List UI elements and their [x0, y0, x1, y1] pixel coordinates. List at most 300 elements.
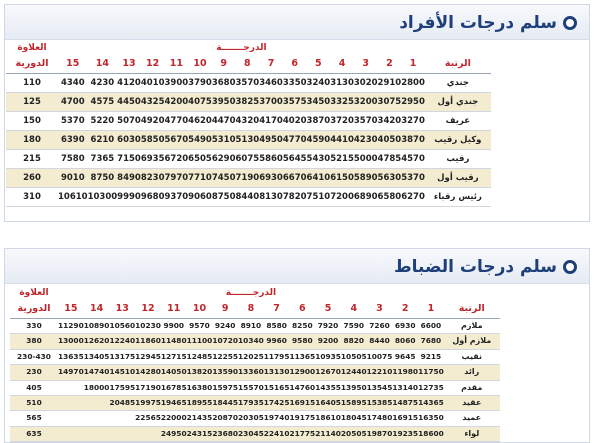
- salary-cell: 4200: [165, 93, 189, 112]
- salary-cell: 5215: [330, 150, 354, 169]
- soldiers-grade-number: 5: [307, 55, 331, 74]
- soldiers-grade-number: 12: [141, 55, 165, 74]
- salary-cell: 11480: [161, 334, 187, 349]
- salary-cell: 12945: [135, 349, 161, 364]
- salary-cell: 11980: [392, 365, 418, 380]
- salary-cell: 9010: [58, 169, 88, 188]
- salary-cell: 3325: [330, 93, 354, 112]
- salary-cell: 10560: [109, 319, 135, 334]
- salary-cell: 9370: [165, 188, 189, 207]
- salary-cell: 24950: [161, 426, 187, 441]
- officers-grade-number: 14: [84, 300, 110, 319]
- salary-cell: 3350: [283, 74, 307, 93]
- soldiers-title: سلم درجات الأفراد: [399, 13, 557, 33]
- allowance-cell: 150: [6, 112, 58, 131]
- salary-cell: 3870: [307, 112, 331, 131]
- salary-cell: 7200: [330, 188, 354, 207]
- officers-grade-number: 1: [418, 300, 444, 319]
- salary-cell: [58, 396, 84, 411]
- salary-cell: 3790: [188, 74, 212, 93]
- salary-cell: [109, 426, 135, 441]
- salary-cell: 9240: [212, 319, 238, 334]
- table-row: [10, 334, 500, 349]
- salary-cell: 8820: [341, 334, 367, 349]
- salary-cell: 4340: [58, 74, 88, 93]
- salary-cell: 14355: [315, 380, 341, 395]
- salary-cell: 4785: [378, 150, 402, 169]
- rank-cell: عقيد: [444, 396, 500, 411]
- ring-bullet-icon: [563, 260, 577, 274]
- salary-cell: 10610: [58, 188, 88, 207]
- salary-cell: 4590: [307, 131, 331, 150]
- salary-cell: 6150: [330, 169, 354, 188]
- salary-cell: 8230: [141, 169, 165, 188]
- salary-cell: 13360: [238, 365, 264, 380]
- salary-cell: 5070: [117, 112, 141, 131]
- salary-cell: 5850: [141, 131, 165, 150]
- salary-cell: 3825: [236, 93, 260, 112]
- salary-cell: 17425: [264, 396, 290, 411]
- salary-cell: 13950: [341, 380, 367, 395]
- salary-cell: 3020: [354, 74, 378, 93]
- salary-cell: 17480: [367, 411, 393, 426]
- salary-cell: 11290: [58, 319, 84, 334]
- officers-grade-number: 12: [135, 300, 161, 319]
- salary-cell: 6075: [236, 150, 260, 169]
- salary-cell: 3075: [378, 93, 402, 112]
- salary-cell: 4410: [330, 131, 354, 150]
- salary-cell: 6930: [259, 169, 283, 188]
- salary-cell: 12025: [238, 349, 264, 364]
- salary-cell: 3450: [307, 93, 331, 112]
- rank-cell: رقيب: [425, 150, 491, 169]
- salary-cell: 10300: [88, 188, 118, 207]
- salary-cell: 18445: [212, 396, 238, 411]
- salary-cell: 3240: [307, 74, 331, 93]
- salary-cell: 14970: [58, 365, 84, 380]
- salary-cell: 6270: [401, 188, 425, 207]
- soldiers-grade-number: 2: [378, 55, 402, 74]
- salary-cell: [84, 411, 110, 426]
- salary-cell: 20870: [212, 411, 238, 426]
- salary-cell: 12485: [187, 349, 213, 364]
- rank-cell: نقيب: [444, 349, 500, 364]
- allowance-cell: 230-430: [10, 349, 58, 364]
- salary-cell: 22000: [161, 411, 187, 426]
- salary-cell: 16350: [418, 411, 444, 426]
- salary-cell: 4050: [378, 131, 402, 150]
- salary-cell: 4950: [259, 131, 283, 150]
- salary-cell: 15570: [238, 380, 264, 395]
- salary-cell: 4325: [141, 93, 165, 112]
- allowance-cell: 125: [6, 93, 58, 112]
- salary-cell: [84, 426, 110, 441]
- salary-cell: 15385: [367, 396, 393, 411]
- soldiers-allowance-header-1: العلاوة: [17, 43, 47, 53]
- salary-cell: 14760: [289, 380, 315, 395]
- salary-cell: 7580: [58, 150, 88, 169]
- salary-cell: 3950: [212, 93, 236, 112]
- salary-cell: 4075: [188, 93, 212, 112]
- allowance-cell: 110: [6, 74, 58, 93]
- salary-cell: 6410: [307, 169, 331, 188]
- salary-cell: 6600: [418, 319, 444, 334]
- allowance-cell: 310: [6, 188, 58, 207]
- allowance-cell: 260: [6, 169, 58, 188]
- officers-grade-number: 5: [315, 300, 341, 319]
- table-row: [10, 380, 500, 395]
- salary-cell: 4700: [58, 93, 88, 112]
- table-row: [6, 112, 491, 131]
- salary-cell: 4010: [141, 74, 165, 93]
- salary-cell: 8750: [88, 169, 118, 188]
- officers-grade-number: 11: [161, 300, 187, 319]
- salary-cell: 13405: [84, 349, 110, 364]
- salary-cell: 8440: [367, 334, 393, 349]
- salary-cell: 5890: [354, 169, 378, 188]
- officers-title: سلم درجات الضباط: [394, 257, 557, 277]
- salary-cell: 13130: [264, 365, 290, 380]
- salary-cell: 20305: [238, 411, 264, 426]
- officers-grade-number: 9: [212, 300, 238, 319]
- soldiers-grade-number: 4: [330, 55, 354, 74]
- salary-cell: 7590: [341, 319, 367, 334]
- salary-cell: 9645: [392, 349, 418, 364]
- salary-cell: 12620: [84, 334, 110, 349]
- salary-cell: 6670: [283, 169, 307, 188]
- salary-cell: [58, 411, 84, 426]
- salary-cell: 8490: [117, 169, 141, 188]
- salary-cell: 3700: [259, 93, 283, 112]
- salary-cell: 13000: [58, 334, 84, 349]
- salary-cell: 6210: [88, 131, 118, 150]
- salary-cell: 21140: [315, 426, 341, 441]
- salary-cell: 3570: [354, 112, 378, 131]
- officers-allowance-header-2: الدورية: [10, 300, 58, 319]
- salary-cell: 10230: [135, 319, 161, 334]
- salary-cell: 10890: [84, 319, 110, 334]
- rank-cell: جندي أول: [425, 93, 491, 112]
- salary-cell: 19235: [392, 426, 418, 441]
- allowance-cell: 180: [6, 131, 58, 150]
- salary-cell: 9580: [289, 334, 315, 349]
- salary-cell: 9200: [315, 334, 341, 349]
- salary-cell: 14050: [161, 365, 187, 380]
- salary-cell: 6290: [212, 150, 236, 169]
- salary-cell: 5220: [88, 112, 118, 131]
- salary-cell: 15975: [212, 380, 238, 395]
- salary-cell: 10075: [367, 349, 393, 364]
- salary-cell: 15165: [264, 380, 290, 395]
- salary-cell: 23680: [212, 426, 238, 441]
- salary-cell: 5430: [307, 150, 331, 169]
- salary-cell: 12715: [161, 349, 187, 364]
- salary-cell: 6720: [165, 150, 189, 169]
- salary-cell: 4170: [259, 112, 283, 131]
- rank-cell: عريف: [425, 112, 491, 131]
- salary-cell: 4120: [117, 74, 141, 93]
- officers-table-body: [10, 319, 500, 442]
- soldiers-grade-number: 3: [354, 55, 378, 74]
- salary-cell: 7820: [283, 188, 307, 207]
- soldiers-grade-number: 15: [58, 55, 88, 74]
- salary-cell: 8130: [259, 188, 283, 207]
- rank-cell: جندي: [425, 74, 491, 93]
- salary-cell: 4470: [212, 112, 236, 131]
- salary-cell: 20485: [109, 396, 135, 411]
- salary-cell: 3130: [330, 74, 354, 93]
- salary-cell: 7150: [117, 150, 141, 169]
- allowance-cell: 510: [10, 396, 58, 411]
- soldiers-grade-number: 7: [259, 55, 283, 74]
- salary-cell: 19870: [367, 426, 393, 441]
- salary-cell: 4770: [165, 112, 189, 131]
- salary-cell: 9990: [117, 188, 141, 207]
- salary-cell: 16915: [289, 396, 315, 411]
- table-row: [6, 169, 491, 188]
- salary-cell: 9680: [141, 188, 165, 207]
- soldiers-grade-number: 10: [188, 55, 212, 74]
- salary-cell: 5670: [165, 131, 189, 150]
- salary-cell: 22565: [135, 411, 161, 426]
- salary-cell: 10935: [315, 349, 341, 364]
- officers-grade-table: [10, 286, 500, 442]
- salary-cell: [58, 380, 84, 395]
- salary-cell: 7680: [418, 334, 444, 349]
- salary-cell: 8580: [264, 319, 290, 334]
- salary-cell: 18610: [315, 411, 341, 426]
- salary-cell: 12240: [109, 334, 135, 349]
- salary-cell: 6505: [188, 150, 212, 169]
- salary-cell: 6930: [392, 319, 418, 334]
- salary-cell: 8750: [212, 188, 236, 207]
- salary-cell: 8440: [236, 188, 260, 207]
- salary-cell: 18000: [84, 380, 110, 395]
- table-row: [10, 349, 500, 364]
- salary-cell: 5645: [283, 150, 307, 169]
- salary-cell: 3870: [401, 131, 425, 150]
- salary-cell: 3720: [330, 112, 354, 131]
- salary-cell: 11365: [289, 349, 315, 364]
- salary-cell: 18955: [187, 396, 213, 411]
- soldiers-grade-number: 8: [236, 55, 260, 74]
- salary-cell: 8250: [289, 319, 315, 334]
- soldiers-title-wrap: [399, 10, 577, 36]
- salary-cell: 24315: [187, 426, 213, 441]
- table-row: [10, 396, 500, 411]
- rank-cell: ملازم أول: [444, 334, 500, 349]
- salary-cell: 5370: [58, 112, 88, 131]
- salary-cell: 4575: [88, 93, 118, 112]
- salary-cell: 16380: [187, 380, 213, 395]
- salary-cell: 7920: [315, 319, 341, 334]
- salary-cell: 4020: [283, 112, 307, 131]
- ring-bullet-icon: [563, 16, 577, 30]
- table-row: [10, 319, 500, 334]
- salary-cell: 3460: [259, 74, 283, 93]
- salary-cell: 11860: [135, 334, 161, 349]
- salary-cell: 17190: [135, 380, 161, 395]
- soldiers-header-top: [6, 41, 491, 55]
- rank-cell: مقدم: [444, 380, 500, 395]
- salary-cell: 14875: [392, 396, 418, 411]
- officers-header-numbers: [10, 300, 500, 319]
- table-row: [6, 93, 491, 112]
- allowance-cell: 565: [10, 411, 58, 426]
- table-row: [6, 188, 491, 207]
- salary-cell: 9215: [418, 349, 444, 364]
- salary-cell: 11750: [418, 365, 444, 380]
- officers-grade-number: 3: [367, 300, 393, 319]
- salary-cell: 21435: [187, 411, 213, 426]
- officers-grade-number: 10: [187, 300, 213, 319]
- soldiers-rank-header: الرتبة: [425, 55, 491, 74]
- allowance-cell: 405: [10, 380, 58, 395]
- officers-allowance-header-1: العلاوة: [19, 288, 49, 298]
- salary-cell: 22410: [264, 426, 290, 441]
- salary-cell: 7365: [88, 150, 118, 169]
- salary-cell: 7190: [236, 169, 260, 188]
- rank-cell: عميد: [444, 411, 500, 426]
- salary-cell: 4230: [354, 131, 378, 150]
- salary-cell: 4570: [401, 150, 425, 169]
- rank-cell: رقيب أول: [425, 169, 491, 188]
- salary-cell: 19975: [135, 396, 161, 411]
- soldiers-grade-table: [6, 41, 491, 207]
- soldiers-grade-number: 11: [165, 55, 189, 74]
- salary-cell: 6030: [117, 131, 141, 150]
- officers-grade-number: 15: [58, 300, 84, 319]
- salary-cell: 3680: [212, 74, 236, 93]
- salary-cell: 7450: [212, 169, 236, 188]
- soldiers-grade-number: 6: [283, 55, 307, 74]
- salary-cell: 10720: [212, 334, 238, 349]
- salary-cell: 5370: [401, 169, 425, 188]
- salary-cell: 8060: [392, 334, 418, 349]
- salary-cell: 16405: [315, 396, 341, 411]
- soldiers-grade-header: الدرجـــــــة: [216, 43, 267, 53]
- rank-cell: ملازم: [444, 319, 500, 334]
- officers-grade-header: الدرجـــــــة: [225, 288, 277, 298]
- salary-cell: 5860: [259, 150, 283, 169]
- salary-cell: 5000: [354, 150, 378, 169]
- salary-cell: 12670: [315, 365, 341, 380]
- soldiers-header-numbers: [6, 55, 491, 74]
- salary-cell: 9060: [188, 188, 212, 207]
- salary-cell: 6935: [141, 150, 165, 169]
- soldiers-titlebar: [5, 5, 589, 40]
- officers-grade-number: 2: [392, 300, 418, 319]
- salary-cell: 13175: [109, 349, 135, 364]
- soldiers-table-body: [6, 74, 491, 207]
- salary-cell: 12735: [418, 380, 444, 395]
- table-row: [6, 150, 491, 169]
- salary-cell: 2800: [401, 74, 425, 93]
- salary-cell: 19740: [264, 411, 290, 426]
- salary-cell: 3570: [236, 74, 260, 93]
- soldiers-grade-number: 14: [88, 55, 118, 74]
- salary-cell: 7710: [188, 169, 212, 188]
- salary-cell: 5130: [236, 131, 260, 150]
- salary-cell: 13820: [187, 365, 213, 380]
- officers-title-wrap: [394, 254, 577, 280]
- salary-cell: 11795: [264, 349, 290, 364]
- allowance-cell: 330: [10, 319, 58, 334]
- rank-cell: وكيل رقيب: [425, 131, 491, 150]
- rank-cell: رئيس رقباء: [425, 188, 491, 207]
- salary-cell: 21775: [289, 426, 315, 441]
- salary-cell: 12440: [341, 365, 367, 380]
- allowance-cell: 635: [10, 426, 58, 441]
- salary-cell: 3270: [401, 112, 425, 131]
- rank-cell: رائد: [444, 365, 500, 380]
- officers-header-top: [10, 286, 500, 300]
- salary-cell: 3575: [283, 93, 307, 112]
- officers-titlebar: [5, 249, 589, 284]
- salary-cell: 4770: [283, 131, 307, 150]
- salary-cell: 14510: [109, 365, 135, 380]
- salary-cell: 19175: [289, 411, 315, 426]
- salary-cell: 16915: [392, 411, 418, 426]
- salary-cell: 6390: [58, 131, 88, 150]
- salary-cell: 14280: [135, 365, 161, 380]
- salary-cell: 18600: [418, 426, 444, 441]
- salary-cell: 8910: [238, 319, 264, 334]
- officers-grade-number: 13: [109, 300, 135, 319]
- salary-cell: 17935: [238, 396, 264, 411]
- salary-cell: [84, 396, 110, 411]
- officers-grade-number: 6: [289, 300, 315, 319]
- salary-cell: [135, 426, 161, 441]
- salary-cell: 17595: [109, 380, 135, 395]
- table-row: [10, 365, 500, 380]
- salary-cell: 4620: [188, 112, 212, 131]
- salary-cell: 6580: [378, 188, 402, 207]
- table-row: [6, 74, 491, 93]
- salary-cell: 12900: [289, 365, 315, 380]
- salary-cell: 5310: [212, 131, 236, 150]
- table-row: [6, 131, 491, 150]
- allowance-cell: 230: [10, 365, 58, 380]
- salary-cell: 23045: [238, 426, 264, 441]
- salary-cell: 4450: [117, 93, 141, 112]
- salary-cell: 4320: [236, 112, 260, 131]
- salary-cell: 2950: [401, 93, 425, 112]
- salary-cell: 3200: [354, 93, 378, 112]
- salary-cell: 2910: [378, 74, 402, 93]
- salary-cell: 20505: [341, 426, 367, 441]
- salary-cell: 10340: [238, 334, 264, 349]
- salary-cell: 9900: [161, 319, 187, 334]
- salary-cell: 13140: [392, 380, 418, 395]
- salary-cell: 3420: [378, 112, 402, 131]
- salary-cell: 12210: [367, 365, 393, 380]
- salary-cell: 4920: [141, 112, 165, 131]
- salary-cell: 14365: [418, 396, 444, 411]
- rank-cell: لواء: [444, 426, 500, 441]
- officers-rank-header: الرتبة: [444, 300, 500, 319]
- salary-cell: 10505: [341, 349, 367, 364]
- salary-cell: 4230: [88, 74, 118, 93]
- soldiers-grade-number: 1: [401, 55, 425, 74]
- soldiers-grade-number: 13: [117, 55, 141, 74]
- salary-cell: 19465: [161, 396, 187, 411]
- salary-cell: 14740: [84, 365, 110, 380]
- salary-cell: 7970: [165, 169, 189, 188]
- officers-grade-number: 8: [238, 300, 264, 319]
- table-row: [10, 411, 500, 426]
- salary-cell: 13635: [58, 349, 84, 364]
